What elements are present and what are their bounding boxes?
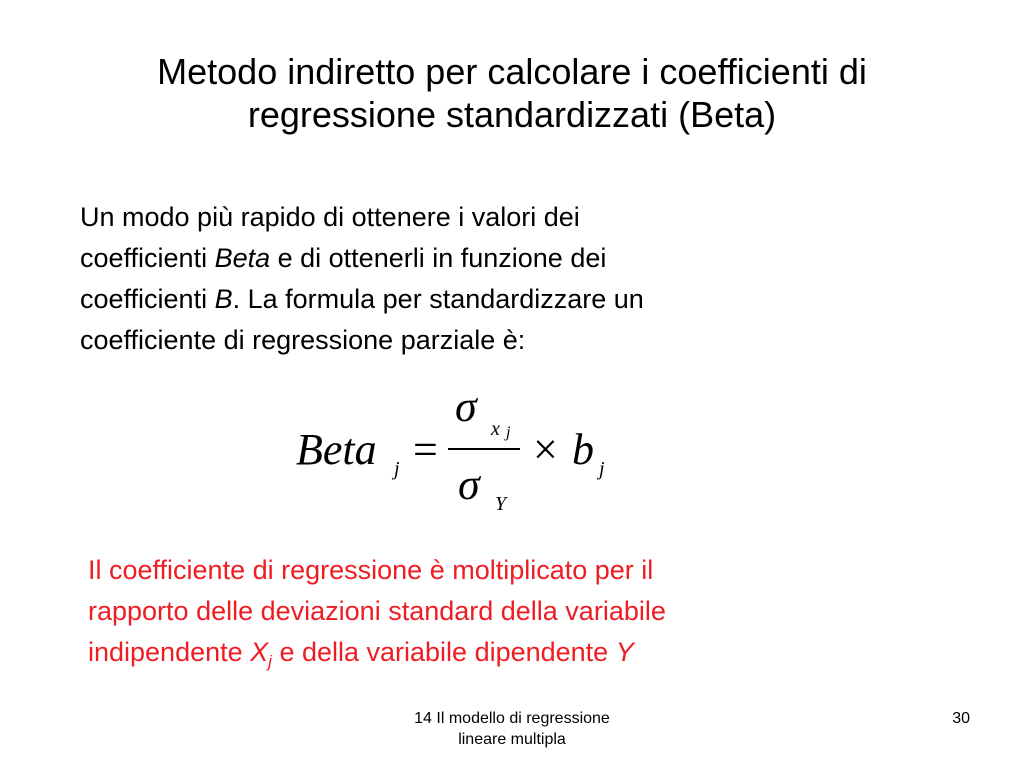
intro-beta-term: Beta	[214, 243, 271, 273]
explanation-note	[88, 550, 848, 682]
formula-fraction-bar	[448, 448, 520, 450]
intro-line-2-start: coefficienti	[80, 243, 215, 273]
formula-numerator-subscript: x	[491, 418, 500, 440]
slide-footer	[362, 708, 662, 750]
intro-line-3	[80, 279, 780, 320]
formula-lhs: Beta	[296, 425, 377, 474]
note-x-variable: X	[250, 637, 269, 667]
formula-rhs: b	[572, 425, 594, 474]
intro-line-4: coefficiente di regressione parziale è:	[80, 325, 526, 355]
note-line-3	[88, 632, 848, 682]
note-line-3-middle: e della variabile dipendente	[271, 637, 616, 667]
page-number: 30	[952, 710, 970, 727]
formula-equals: =	[413, 425, 438, 474]
formula-lhs-subscript: j	[394, 458, 400, 480]
slide-title-line-2: regressione standardizzati (Beta)	[247, 94, 777, 135]
formula-denominator-subscript: Y	[495, 493, 507, 515]
formula-denominator-sigma: σ	[458, 460, 480, 509]
formula-times: ×	[533, 425, 558, 474]
note-y-variable: Y	[615, 637, 634, 667]
formula-numerator-subsubscript: j	[506, 424, 511, 441]
formula-numerator-sigma: σ	[455, 382, 477, 431]
formula-rhs-subscript: j	[599, 458, 605, 480]
footer-line-1: 14 Il modello di regressione	[414, 710, 610, 727]
slide-title-line-1: Metodo indiretto per calcolare i coefficienti di	[157, 51, 867, 92]
note-line-2: rapporto delle deviazioni standard della variabile	[88, 596, 666, 626]
intro-b-term: B	[214, 284, 233, 314]
slide-title	[0, 50, 1024, 136]
intro-line-1: Un modo più rapido di ottenere i valori dei	[80, 202, 580, 232]
footer-line-2: lineare multipla	[458, 731, 566, 748]
intro-line-3-start: coefficienti	[80, 284, 215, 314]
note-line-3-start: indipendente	[88, 637, 251, 667]
intro-line-3-end: . La formula per standardizzare un	[232, 284, 644, 314]
intro-paragraph	[80, 197, 780, 361]
intro-line-2	[80, 238, 780, 279]
beta-formula	[290, 382, 630, 525]
intro-line-2-end: e di ottenerli in funzione dei	[270, 243, 607, 273]
note-line-1: Il coefficiente di regressione è moltiplicato per il	[88, 555, 654, 585]
note-x-subscript: j	[268, 652, 272, 671]
